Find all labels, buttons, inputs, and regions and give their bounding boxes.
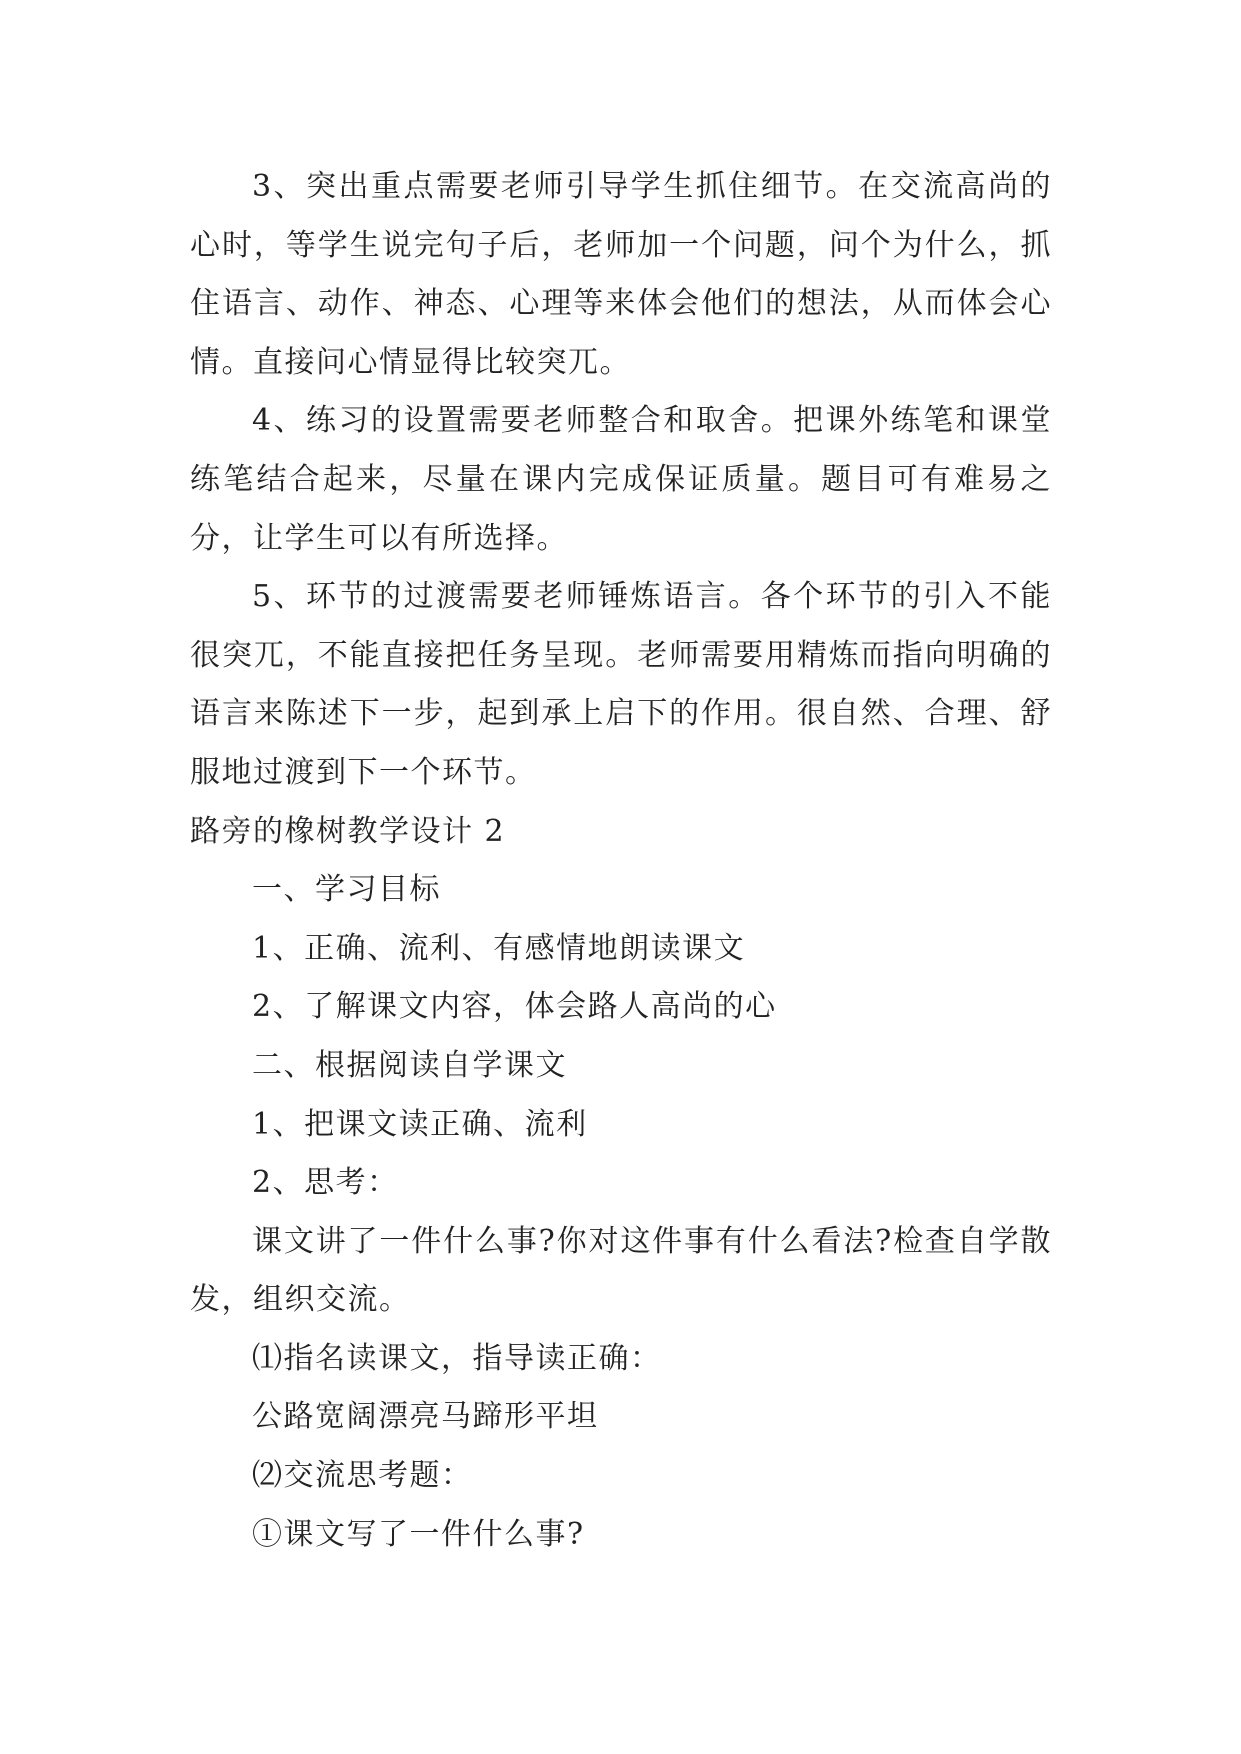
list-item: 二、根据阅读自学课文 [252,1047,567,1083]
list-item: ⑴指名读课文，指导读正确： [252,1340,662,1376]
list-item: 2、了解课文内容，体会路人高尚的心 [252,989,777,1025]
list-item: ⑵交流思考题： [252,1458,473,1494]
list-item: 课文讲了一件什么事?你对这件事有什么看法?检查自学散发，组织交流。 [190,1223,1052,1318]
list-item: 公路宽阔漂亮马蹄形平坦 [252,1399,599,1435]
paragraph-point-5: 5、环节的过渡需要老师锤炼语言。各个环节的引入不能很突兀，不能直接把任务呈现。老师需要用精炼而指向明确的语言来陈述下一步，起到承上启下的作用。很自然、合理、舒服地过渡到下一个环节。 [190,579,1052,790]
list-item: ①课文写了一件什么事? [252,1516,585,1552]
document-body [190,158,1052,1564]
paragraph-point-4: 4、练习的设置需要老师整合和取舍。把课外练笔和课堂练笔结合起来，尽量在课内完成保证质量。题目可有难易之分，让学生可以有所选择。 [190,403,1052,556]
list-item: 1、把课文读正确、流利 [252,1106,588,1142]
list-item: 1、正确、流利、有感情地朗读课文 [252,930,746,966]
section-title: 路旁的橡树教学设计 2 [190,813,506,849]
list-item: 2、思考： [252,1165,399,1201]
paragraph-point-3: 3、突出重点需要老师引导学生抓住细节。在交流高尚的心时，等学生说完句子后，老师加一个问题，问个为什么，抓住语言、动作、神态、心理等来体会他们的想法，从而体会心情。直接问心情显得比较突兀。 [190,169,1052,380]
list-item: 一、学习目标 [252,872,441,908]
